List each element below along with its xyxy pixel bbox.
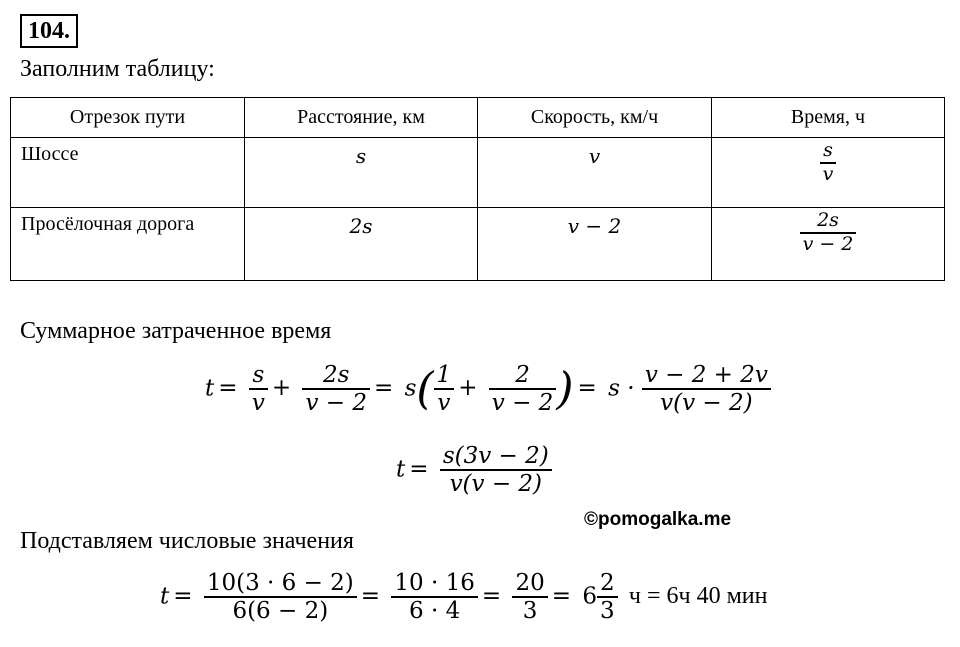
row-speed: v (588, 144, 601, 168)
row-segment: Просёлочная дорога (11, 208, 245, 281)
table-header-row (11, 98, 945, 138)
row-speed: v − 2 (567, 214, 622, 238)
equation-sum: t = $\frac{s}{v}$ + $\frac{2s}{v - 2}$ = s( $\frac{1}{v}$ + $\frac{2}{v - 2}$ ) = s · $\frac{v - 2 + 2v}{v(v - 2)}$ (205, 362, 771, 417)
table-row (11, 138, 945, 208)
header-segment: Отрезок пути (11, 98, 245, 138)
header-distance: Расстояние, км (245, 98, 478, 138)
substitute-label: Подставляем числовые значения (20, 528, 354, 554)
row-distance: 2s (349, 214, 373, 238)
header-speed: Скорость, км/ч (478, 98, 712, 138)
row-time-fraction: $\frac{s}{v}$ (820, 140, 837, 186)
data-table (10, 97, 945, 281)
table-row (11, 208, 945, 281)
equation-simplified: t = $\frac{s(3v - 2)}{v(v - 2)}$ (396, 443, 552, 498)
row-distance: s (355, 144, 367, 168)
row-segment: Шоссе (11, 138, 245, 208)
row-time-fraction: $\frac{2s}{v - 2}$ (800, 210, 857, 256)
equation-numeric: t = $\frac{10(3 \cdot 6 - 2)}{6(6 - 2)}$ = $\frac{10 \cdot 16}{6 \cdot 4}$ = $\frac{20}{3}$ = 6 $\frac{2}{3}$ ч = 6ч 40 мин (160, 570, 768, 625)
total-time-label: Суммарное затраченное время (20, 318, 332, 344)
watermark: ©pomogalka.me (584, 509, 732, 530)
problem-number: 104. (20, 14, 78, 48)
intro-text: Заполним таблицу: (20, 56, 215, 82)
header-time: Время, ч (712, 98, 945, 138)
